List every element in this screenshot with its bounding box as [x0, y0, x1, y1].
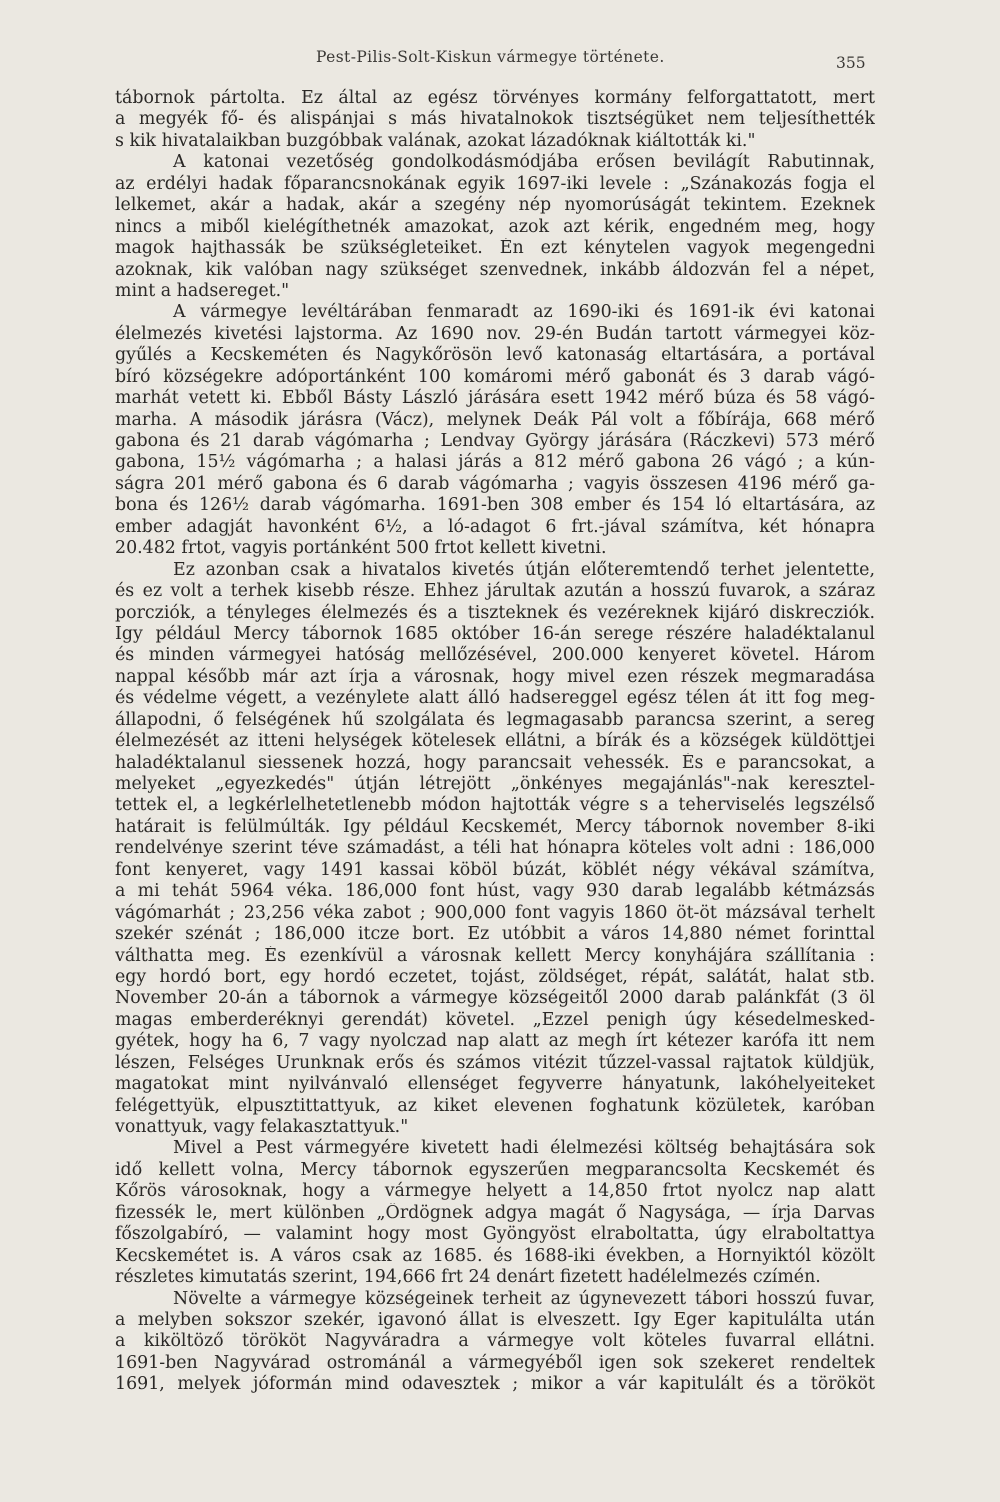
text-line: mint a hadsereget."	[115, 280, 290, 301]
text-line: marhát vetett ki. Ebből Básty László járására esett 1942 mérő búza és 58 vágó-	[115, 388, 875, 409]
text-line: tettek el, a legkérlelhetetlenebb módon hajtották végre s a teherviselés legszélső	[115, 795, 875, 816]
text-line: A vármegye levéltárában fenmaradt az 1690-iki és 1691-ik évi katonai	[173, 302, 875, 323]
text-line: ságra 201 mérő gabona és 6 darab vágómarha ; vagyis összesen 4196 mérő ga-	[115, 473, 875, 494]
text-line: és védelme végett, a vezénylete alatt álló hadsereggel egész télen át itt fog meg-	[115, 688, 875, 709]
text-line: vonattyuk, vagy felakasztattyuk."	[115, 1117, 409, 1137]
text-line: magas emberderéknyi gerendát) követel. „Ezzel penigh úgy késedelmesked-	[115, 1009, 875, 1030]
text-line: Kecskemétet is. A város csak az 1685. és 1688-iki években, a Hornyiktól közölt	[115, 1245, 875, 1266]
text-line: nincs a miből kielégíthetnék amazokat, azok azt kérik, engedném meg, hogy	[115, 216, 875, 237]
text-line: főszolgabíró, — valamint hogy most Gyöngyöst elraboltatta, úgy elraboltattya	[115, 1224, 875, 1245]
text-line: a kiköltöző törököt Nagyváradra a vármegye volt köteles fuvarral ellátni.	[115, 1331, 875, 1352]
text-line: melyeket „egyezkedés" útján létrejött „önkényes megajánlás"-nak keresztel-	[115, 774, 875, 794]
text-line: Igy például Mercy tábornok 1685 október 16-án serege részére haladéktalanul	[115, 623, 875, 644]
body-text	[115, 88, 875, 1396]
text-line: rendelvénye szerint téve számadást, a téli hat hónapra köteles volt adni : 186,000	[115, 838, 875, 859]
text-line: 20.482 frtot, vagyis portánként 500 frtot kellett kivetni.	[115, 538, 607, 559]
text-line: Kőrös városoknak, hogy a vármegye helyett a 14,850 frtot nyolcz nap alatt	[115, 1181, 875, 1202]
text-line: gabona, 15½ vágómarha ; a halasi járás a 812 mérő gabona 26 vágó ; a kún-	[115, 452, 875, 473]
text-line: vágómarhát ; 23,256 véka zabot ; 900,000 font vagyis 1860 öt-öt mázsával terhelt	[115, 902, 875, 923]
text-line: bíró községekre adóportánként 100 komáromi mérő gabonát és 3 darab vágó-	[115, 366, 875, 387]
text-line: szekér szénát ; 186,000 itcze bort. Ez utóbbit a város 14,880 német forinttal	[115, 924, 875, 945]
text-line: s kik hivatalaikban buzgóbbak valának, azokat lázadóknak kiáltották ki."	[115, 130, 756, 151]
text-line: magatokat mint nyilvánvaló ellenséget fegyverre hányatunk, lakóhelyeiteket	[115, 1074, 875, 1095]
text-line: lelkemet, akár a hadak, akár a szegény nép nyomorúságát tekintem. Ezeknek	[115, 195, 875, 216]
text-line: tábornok pártolta. Ez által az egész törvényes kormány felforgattatott, mert	[115, 88, 875, 108]
text-line: élelmezését az itteni helységek kötelesek ellátni, a bírák és a községek küldöttjei	[115, 731, 875, 752]
text-line: gabona és 21 darab vágómarha ; Lendvay György járására (Ráczkevi) 573 mérő	[115, 431, 875, 451]
text-line: A katonai vezetőség gondolkodásmódjába erősen bevilágít Rabutinnak,	[173, 152, 875, 173]
text-line: azoknak, kik valóban nagy szükséget szenvednek, inkább áldozván fel a népet,	[115, 259, 875, 280]
text-line: idő kellett volna, Mercy tábornok egyszerűen megparancsolta Kecskemét és	[115, 1159, 875, 1180]
text-line: gyétek, hogy ha 6, 7 vagy nyolczad nap alatt az megh írt kétezer karófa itt nem	[115, 1031, 875, 1052]
text-line: marha. A második járásra (Vácz), melynek Deák Pál volt a főbírája, 668 mérő	[115, 409, 875, 430]
text-line: részletes kimutatás szerint, 194,666 frt 24 denárt fizetett hadélelmezés czímén.	[115, 1267, 821, 1288]
text-line: felégettyük, elpusztittattyuk, az kiket elevenen foghatunk közületek, karóban	[115, 1095, 875, 1116]
text-line: fizessék le, mert különben „Ördögnek adgya magát ő Nagysága, — írja Darvas	[115, 1202, 875, 1223]
text-line: bona és 126½ darab vágómarha. 1691-ben 308 ember és 154 ló eltartására, az	[115, 495, 875, 516]
text-line: gyűlés a Kecskeméten és Nagykőrösön levő katonaság eltartására, a portával	[115, 345, 875, 366]
text-line: Mivel a Pest vármegyére kivetett hadi élelmezési költség behajtására sok	[173, 1138, 875, 1159]
text-line: egy hordó bort, egy hordó eczetet, tojást, zöldséget, répát, salátát, halat stb.	[115, 966, 875, 987]
text-line: határait is felülmúlták. Igy például Kecskemét, Mercy tábornok november 8-iki	[115, 816, 875, 837]
text-line: porcziók, a tényleges élelmezés és a tiszteknek és vezéreknek kijáró diskrecziók.	[115, 602, 875, 623]
text-line: haladéktalanul siessenek hozzá, hogy parancsait vehessék. És e parancsokat, a	[115, 752, 875, 773]
page-number: 355	[836, 54, 866, 72]
page-header	[0, 44, 1000, 74]
text-line: a megyék fő- és alispánjai s más hivatalnokok tisztségüket nem teljesíthették	[115, 109, 875, 130]
text-line: és ez volt a terhek kisebb része. Ehhez járultak azután a hosszú fuvarok, a száraz	[115, 581, 875, 602]
text-line: állapodni, ő felségének hű szolgálata és legmagasabb parancsa szerint, a sereg	[115, 709, 875, 730]
text-line: és minden vármegyei hatóság mellőzésével, 200.000 kenyeret követel. Három	[115, 645, 875, 666]
text-line: 1691, melyek jóformán mind odavesztek ; mikor a vár kapitulált és a törököt	[115, 1374, 875, 1395]
text-line: lészen, Felséges Urunknak erős és számos vitézit tűzzel-vassal rajtatok küldjük,	[115, 1052, 875, 1073]
text-line: Ez azonban csak a hivatalos kivetés útján előteremtendő terhet jelentette,	[173, 559, 875, 580]
text-line: nappal később már azt írja a városnak, hogy mivel ezen részek megmaradása	[115, 666, 875, 687]
text-line: válthatta meg. És ezenkívül a városnak kellett Mercy konyhájára szállítania :	[115, 945, 875, 966]
text-line: ember adagját havonként 6½, a ló-adagot 6 frt.-jával számítva, két hónapra	[115, 516, 875, 537]
text-line: a melyben sokszor szekér, igavonó állat is elveszett. Igy Eger kapitulálta után	[115, 1309, 875, 1330]
text-line: 1691-ben Nagyvárad ostrománál a vármegyéből igen sok szekeret rendeltek	[115, 1352, 875, 1373]
text-line: font kenyeret, vagy 1491 kassai köböl búzát, köblét négy vékával számítva,	[115, 859, 875, 880]
text-line: November 20-án a tábornok a vármegye községeitől 2000 darab palánkfát (3 öl	[115, 988, 875, 1009]
text-line: a mi tehát 5964 véka. 186,000 font húst, vagy 930 darab legalább kétmázsás	[115, 881, 875, 902]
running-title: Pest-Pilis-Solt-Kiskun vármegye története.	[316, 48, 665, 66]
text-line: élelmezés kivetési lajstorma. Az 1690 nov. 29-én Budán tartott vármegyei köz-	[115, 323, 875, 344]
text-line: magok hajthassák be szükségleteiket. Én ezt kénytelen vagyok megengedni	[115, 238, 875, 259]
text-line: Növelte a vármegye községeinek terheit az úgynevezett tábori hosszú fuvar,	[173, 1288, 875, 1309]
text-line: az erdélyi hadak főparancsnokának egyik 1697-iki levele : „Szánakozás fogja el	[115, 173, 875, 194]
